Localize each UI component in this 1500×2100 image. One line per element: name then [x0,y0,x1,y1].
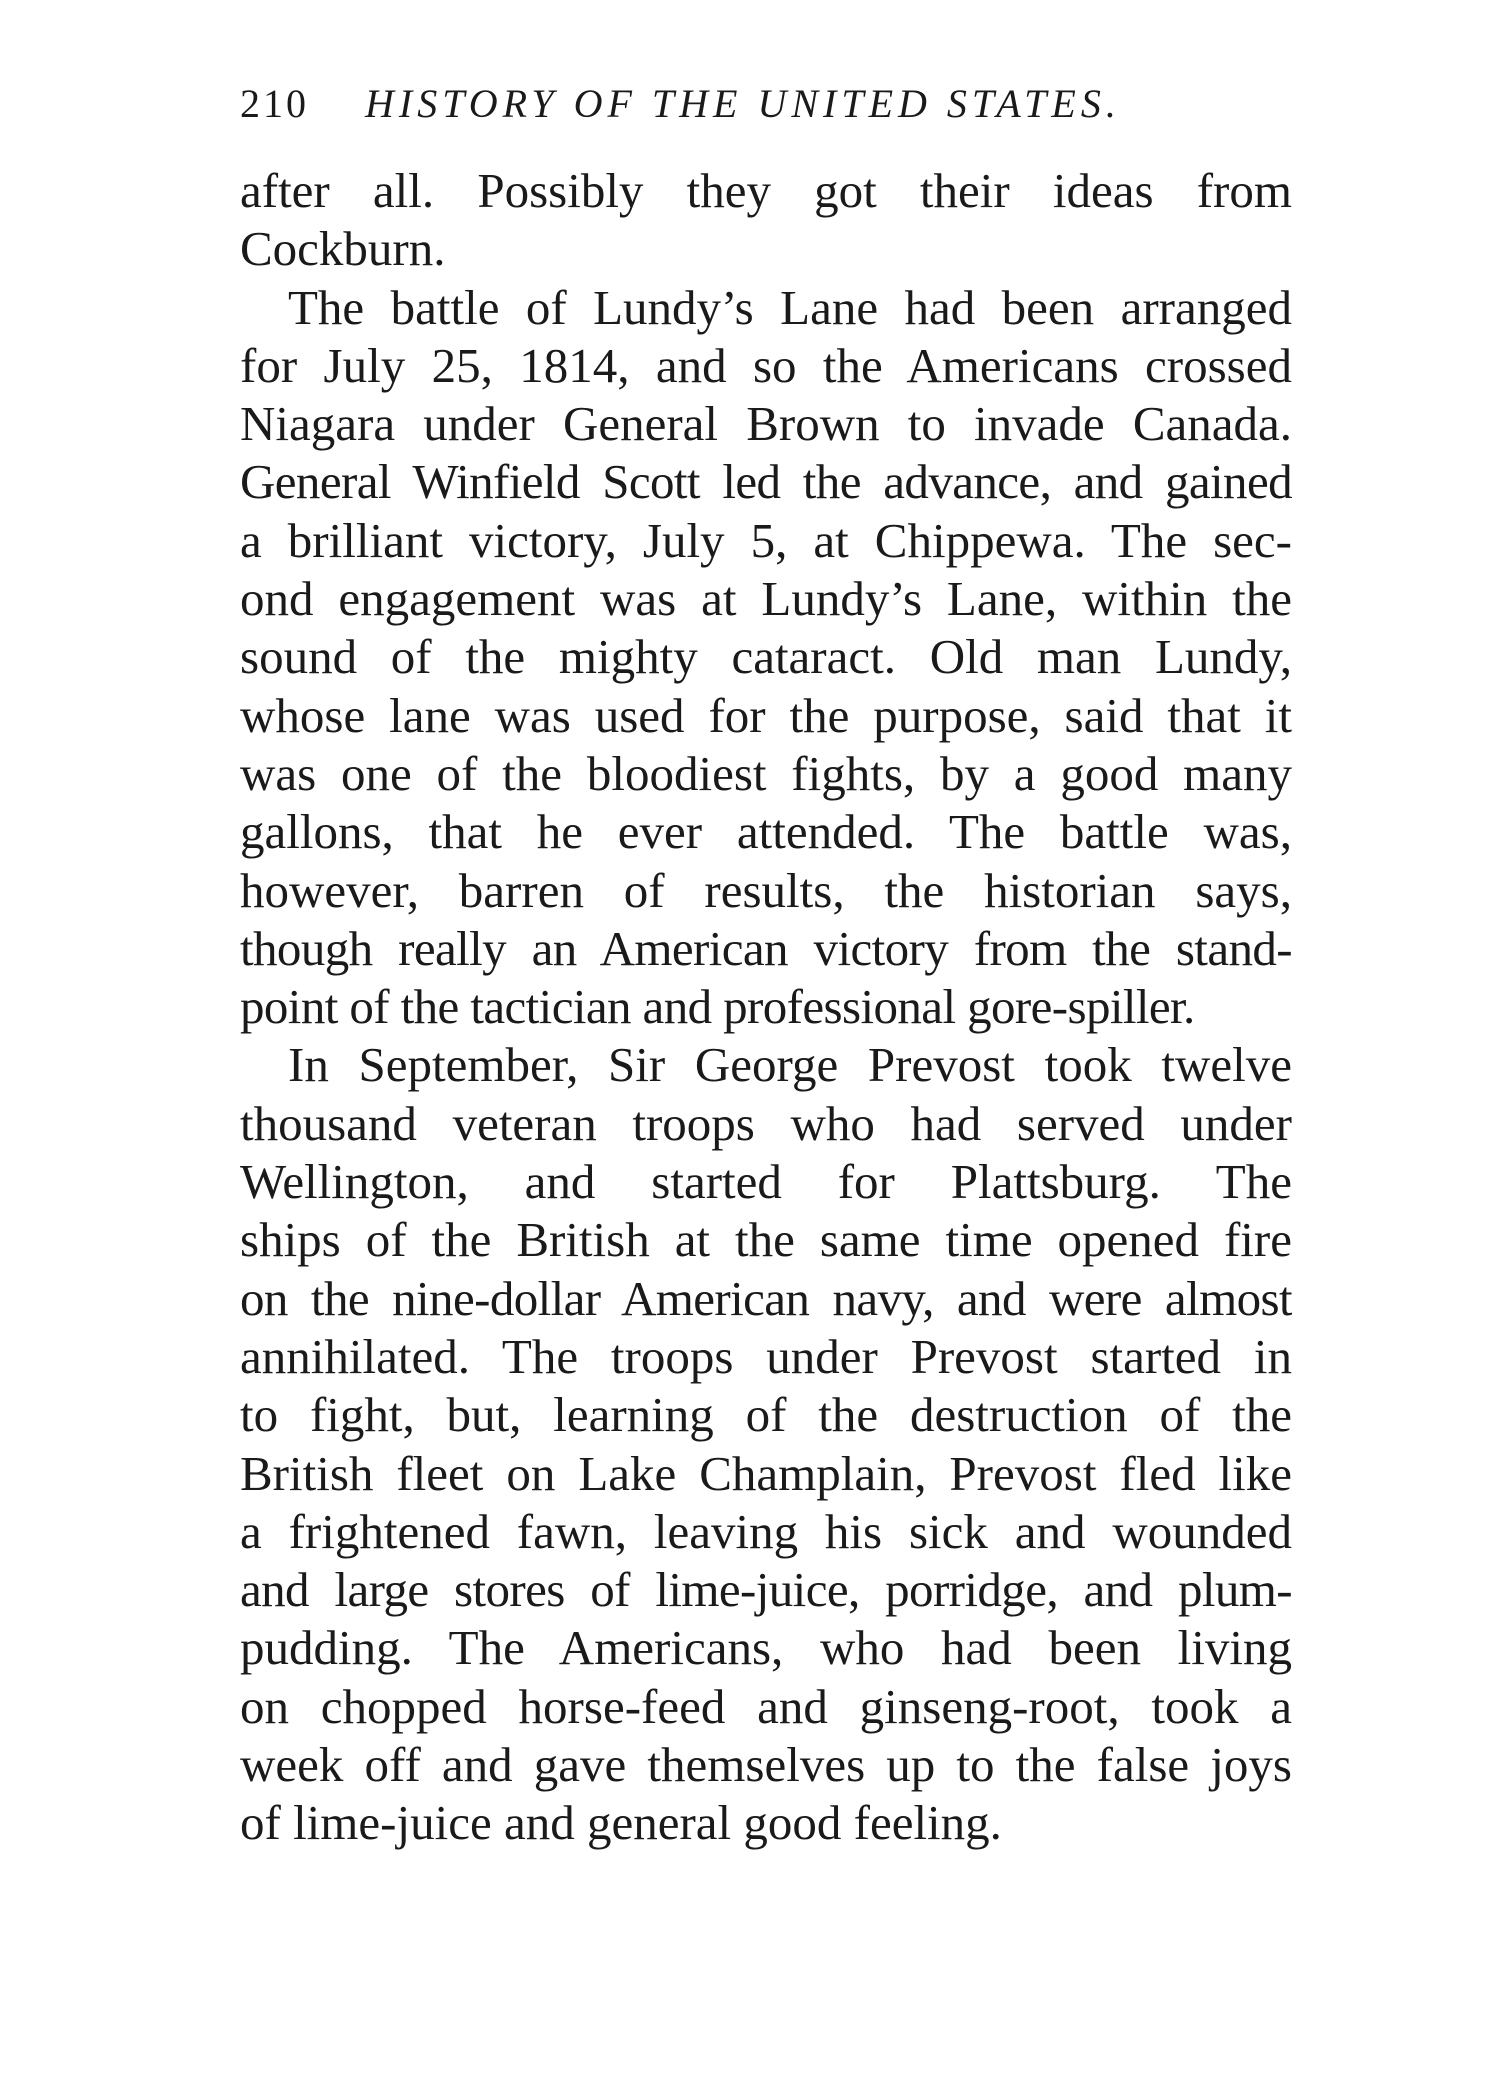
text-line: and large stores of lime-juice, porridge, and plum- [240,1562,1292,1618]
text-line: a frightened fawn, leaving his sick and wounded [240,1503,1292,1559]
text-line: Wellington, and started for Plattsburg. The [240,1154,1292,1210]
text-line: Cockburn. [240,221,446,277]
body-text [240,162,1292,1853]
text-line: pudding. The Americans, who had been living [240,1620,1292,1676]
text-line: however, barren of results, the historian says, [240,862,1292,918]
text-line: for July 25, 1814, and so the Americans crossed [240,337,1292,393]
text-line: of lime-juice and general good feeling. [240,1795,1002,1851]
text-line: after all. Possibly they got their ideas from [240,163,1292,218]
paragraph-start-line: In September, Sir George Prevost took twelve [288,1037,1292,1093]
text-line: thousand veteran troops who had served under [240,1095,1292,1151]
text-line: British fleet on Lake Champlain, Prevost fled like [240,1445,1292,1501]
text-line: annihilated. The troops under Prevost started in [240,1328,1292,1384]
text-line: Niagara under General Brown to invade Canada. [240,396,1292,452]
text-line: a brilliant victory, July 5, at Chippewa. The sec- [240,512,1292,568]
text-line: sound of the mighty cataract. Old man Lundy, [240,629,1292,685]
paragraph-start-line: The battle of Lundy’s Lane had been arranged [288,279,1292,335]
text-line: on the nine-dollar American navy, and were almost [240,1270,1292,1326]
text-line: week off and gave themselves up to the false joys [240,1737,1292,1793]
page-number: 210 [240,81,309,126]
text-line: ships of the British at the same time opened fire [240,1212,1292,1268]
text-line: on chopped horse-feed and ginseng-root, took a [240,1678,1292,1734]
text-line: gallons, that he ever attended. The battle was, [240,804,1292,860]
running-head [240,76,1300,132]
text-line: General Winfield Scott led the advance, and gained [240,454,1292,510]
text-line: though really an American victory from the stand- [240,920,1292,976]
text-line: ond engagement was at Lundy’s Lane, within the [240,571,1292,627]
text-line: was one of the bloodiest fights, by a good many [240,745,1292,801]
text-line: whose lane was used for the purpose, said that it [240,687,1292,743]
text-line: to fight, but, learning of the destruction of the [240,1387,1292,1443]
text-line: point of the tactician and professional gore-spiller. [240,979,1195,1035]
running-title: HISTORY OF THE UNITED STATES. [365,81,1121,126]
